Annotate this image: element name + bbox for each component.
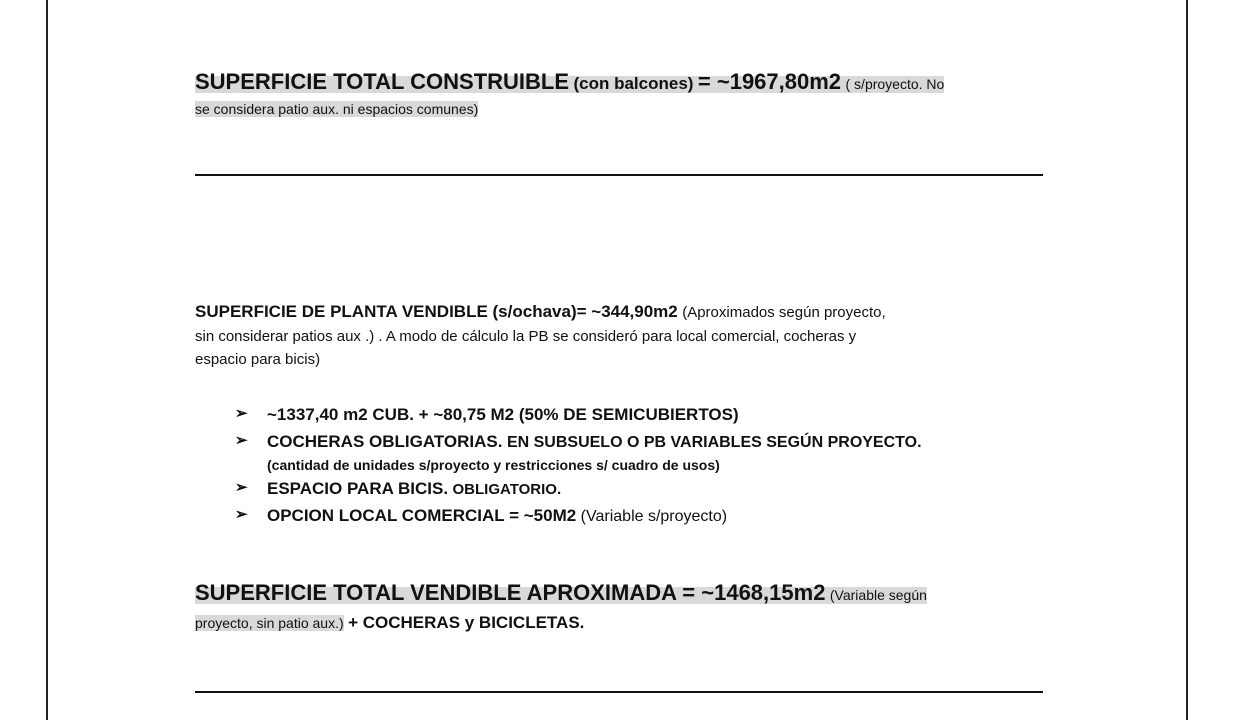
sellable-floor-note-line3: espacio para bicis) xyxy=(195,350,321,368)
list-item xyxy=(235,429,1035,474)
bullet-bike-main: ESPACIO PARA BICIS. xyxy=(267,478,449,498)
total-sellable-tail: + COCHERAS y BICICLETAS. xyxy=(348,613,585,633)
sellable-floor-note-line2: sin considerar patios aux .) . A modo de cálculo la PB se consideró para local comercial, cocheras y xyxy=(195,327,857,345)
total-buildable-value: = ~1967,80m2 xyxy=(697,69,842,94)
arrow-bullet-icon: ➢ xyxy=(235,431,248,449)
total-buildable-note-line2: se considera patio aux. ni espacios comunes) xyxy=(195,100,479,117)
arrow-bullet-icon: ➢ xyxy=(235,478,248,496)
sellable-floor-note-line1: (Aproximados según proyecto, xyxy=(682,304,886,321)
bullet-covered-area: ~1337,40 m2 CUB. + ~80,75 M2 (50% DE SEMICUBIERTOS) xyxy=(267,405,739,424)
features-bullet-list xyxy=(235,402,1035,529)
list-item xyxy=(235,476,1035,503)
total-sellable-line1 xyxy=(195,580,927,605)
list-item xyxy=(235,503,1035,530)
arrow-bullet-icon: ➢ xyxy=(235,505,248,523)
total-buildable-note-line1: ( s/proyecto. No xyxy=(845,76,945,92)
bullet-bike-rest: OBLIGATORIO. xyxy=(452,480,562,498)
bullet-parking-main: COCHERAS OBLIGATORIAS. xyxy=(267,431,503,451)
bullet-commercial-main: OPCION LOCAL COMERCIAL = ~50M2 xyxy=(267,505,577,525)
total-buildable-area-line1 xyxy=(195,69,945,94)
bullet-parking-rest: EN SUBSUELO O PB VARIABLES SEGÚN PROYECTO. xyxy=(506,433,922,451)
total-buildable-title: SUPERFICIE TOTAL CONSTRUIBLE xyxy=(195,69,570,94)
total-sellable-area-block xyxy=(195,576,1045,637)
list-item xyxy=(235,402,1035,429)
separator-rule-top xyxy=(195,174,1043,176)
bullet-commercial-rest: (Variable s/proyecto) xyxy=(580,507,728,525)
separator-rule-bottom xyxy=(195,691,1043,693)
arrow-bullet-icon: ➢ xyxy=(235,405,248,422)
bullet-parking-sub: (cantidad de unidades s/proyecto y restricciones s/ cuadro de usos) xyxy=(267,456,720,473)
total-buildable-paren: (con balcones) xyxy=(573,74,694,93)
total-sellable-note-line1: (Variable según xyxy=(829,587,927,603)
total-sellable-title: SUPERFICIE TOTAL VENDIBLE APROXIMADA = ~1468,15m2 xyxy=(195,580,826,605)
sellable-floor-title: SUPERFICIE DE PLANTA VENDIBLE (s/ochava)= ~344,90m2 xyxy=(195,302,678,321)
total-buildable-area-block xyxy=(195,66,1045,121)
sellable-floor-area-block xyxy=(195,300,1045,371)
total-sellable-note-line2: proyecto, sin patio aux.) xyxy=(195,615,344,632)
